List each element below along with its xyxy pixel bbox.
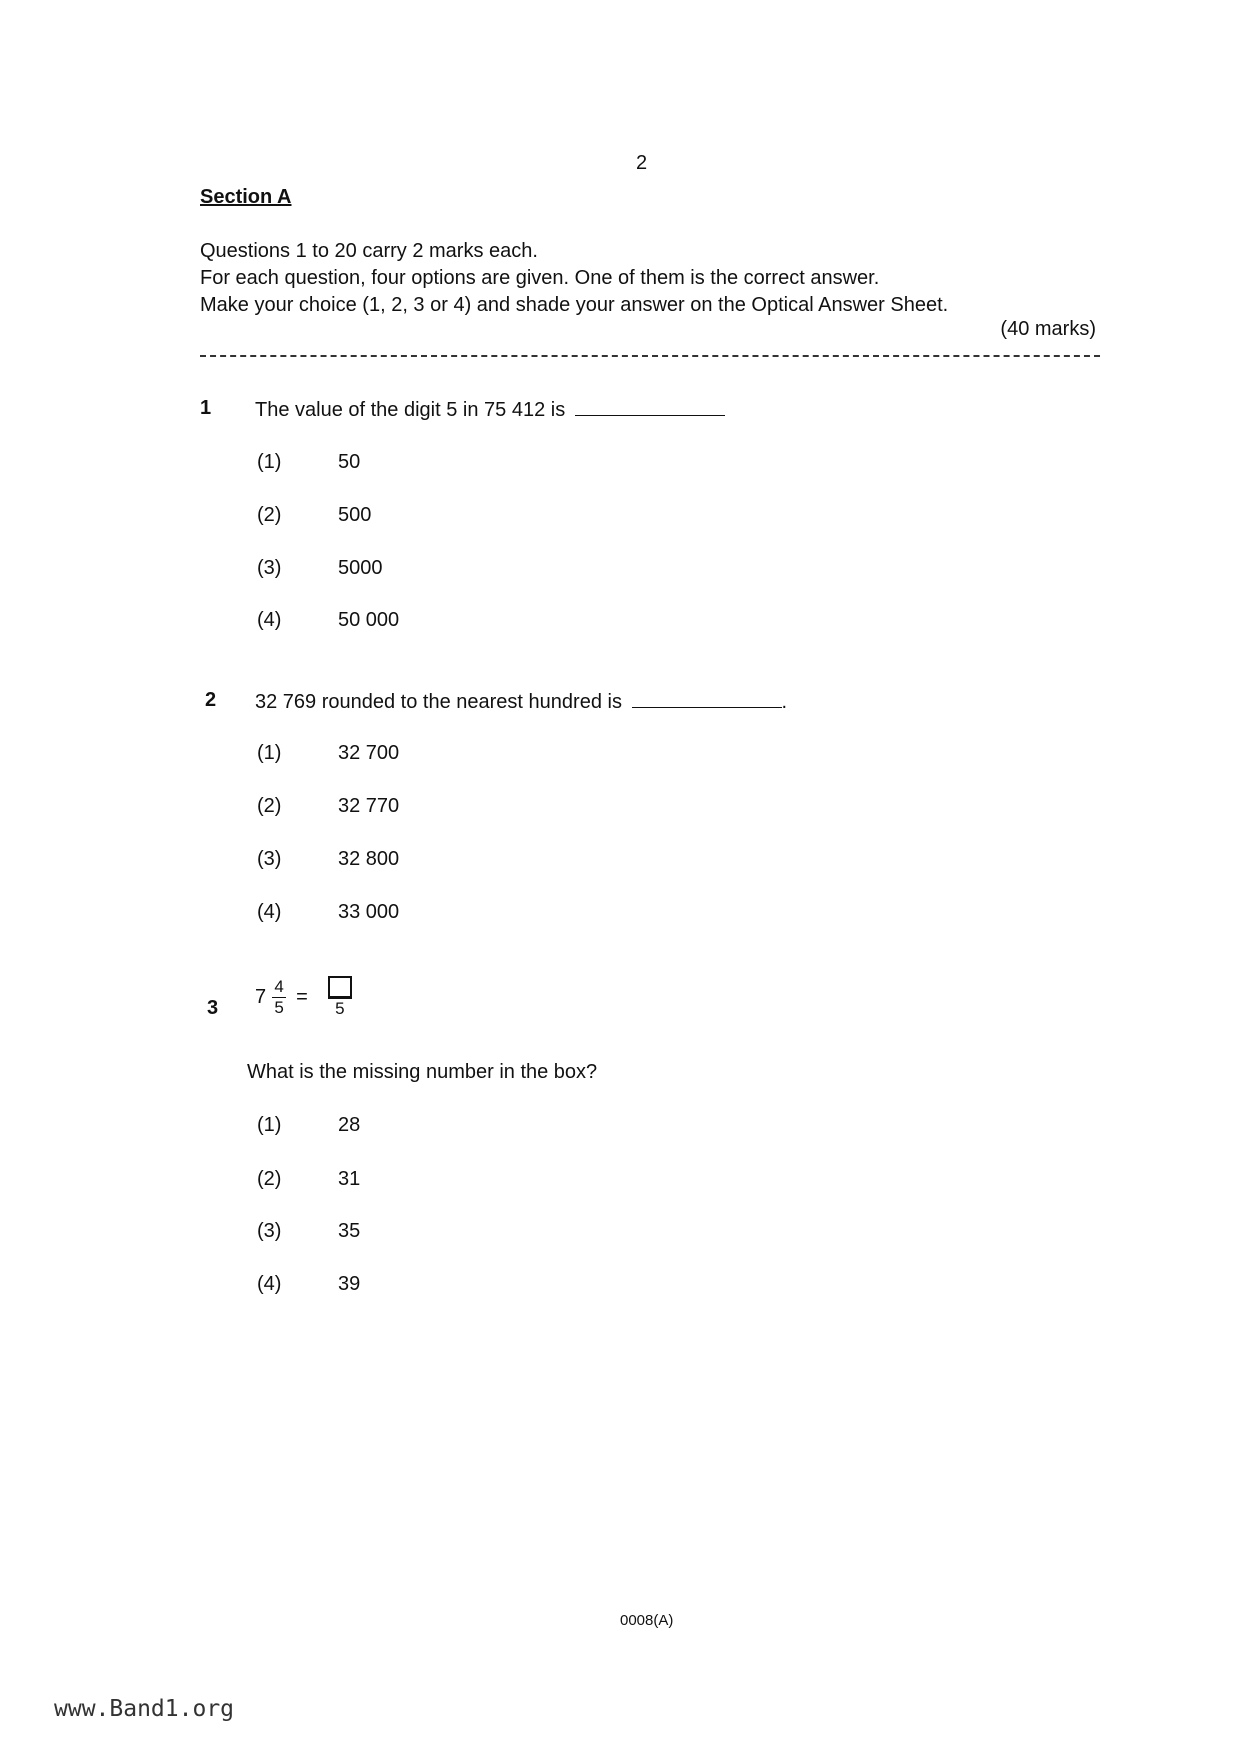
option-value: 33 000 <box>338 901 400 923</box>
fraction-with-box <box>328 976 352 1019</box>
option-label: (1) <box>257 451 282 473</box>
option-value: 31 <box>338 1168 361 1190</box>
option-value: 50 000 <box>338 609 400 631</box>
option-label: (4) <box>257 609 282 631</box>
option-value: 500 <box>338 504 372 526</box>
question-text: What is the missing number in the box? <box>247 1061 598 1083</box>
option-label: (3) <box>257 848 282 870</box>
question-number: 1 <box>200 397 212 419</box>
equals-sign: = <box>296 986 308 1008</box>
denominator: 5 <box>335 999 345 1018</box>
missing-number-box <box>328 976 352 998</box>
section-title: Section A <box>200 186 292 208</box>
numerator: 4 <box>274 977 284 996</box>
option-value: 35 <box>338 1220 361 1242</box>
question-number: 3 <box>207 997 219 1019</box>
question-stem: The value of the digit 5 in 75 412 is <box>255 399 566 421</box>
denominator: 5 <box>274 998 284 1017</box>
equation <box>255 976 358 1019</box>
option-value: 32 800 <box>338 848 400 870</box>
option-value: 50 <box>338 451 361 473</box>
watermark: www.Band1.org <box>54 1696 235 1722</box>
option-value: 32 700 <box>338 742 400 764</box>
footer-code: 0008(A) <box>620 1612 674 1629</box>
question-text <box>255 397 725 422</box>
page-number: 2 <box>636 152 648 174</box>
option-label: (3) <box>257 1220 282 1242</box>
question-text: 32 769 rounded to the nearest hundred is . <box>255 691 788 713</box>
option-label: (2) <box>257 1168 282 1190</box>
option-label: (2) <box>257 795 282 817</box>
question-number: 2 <box>205 689 217 711</box>
option-value: 32 770 <box>338 795 400 817</box>
instruction-line: Questions 1 to 20 carry 2 marks each. <box>200 240 538 262</box>
divider <box>200 355 1100 357</box>
option-value: 28 <box>338 1114 361 1136</box>
whole-number: 7 <box>255 986 267 1008</box>
total-marks: (40 marks) <box>1000 318 1096 340</box>
instructions <box>200 238 948 319</box>
option-label: (3) <box>257 557 282 579</box>
option-label: (1) <box>257 742 282 764</box>
option-value: 5000 <box>338 557 383 579</box>
answer-blank <box>575 397 725 416</box>
option-label: (1) <box>257 1114 282 1136</box>
fraction <box>272 977 286 1018</box>
option-label: (4) <box>257 901 282 923</box>
instruction-line: Make your choice (1, 2, 3 or 4) and shade your answer on the Optical Answer Sheet. <box>200 294 949 316</box>
instruction-line: For each question, four options are given. One of them is the correct answer. <box>200 267 880 289</box>
option-label: (2) <box>257 504 282 526</box>
answer-blank <box>632 689 782 708</box>
option-label: (4) <box>257 1273 282 1295</box>
option-value: 39 <box>338 1273 361 1295</box>
question-stem: 32 769 rounded to the nearest hundred is <box>255 691 622 713</box>
